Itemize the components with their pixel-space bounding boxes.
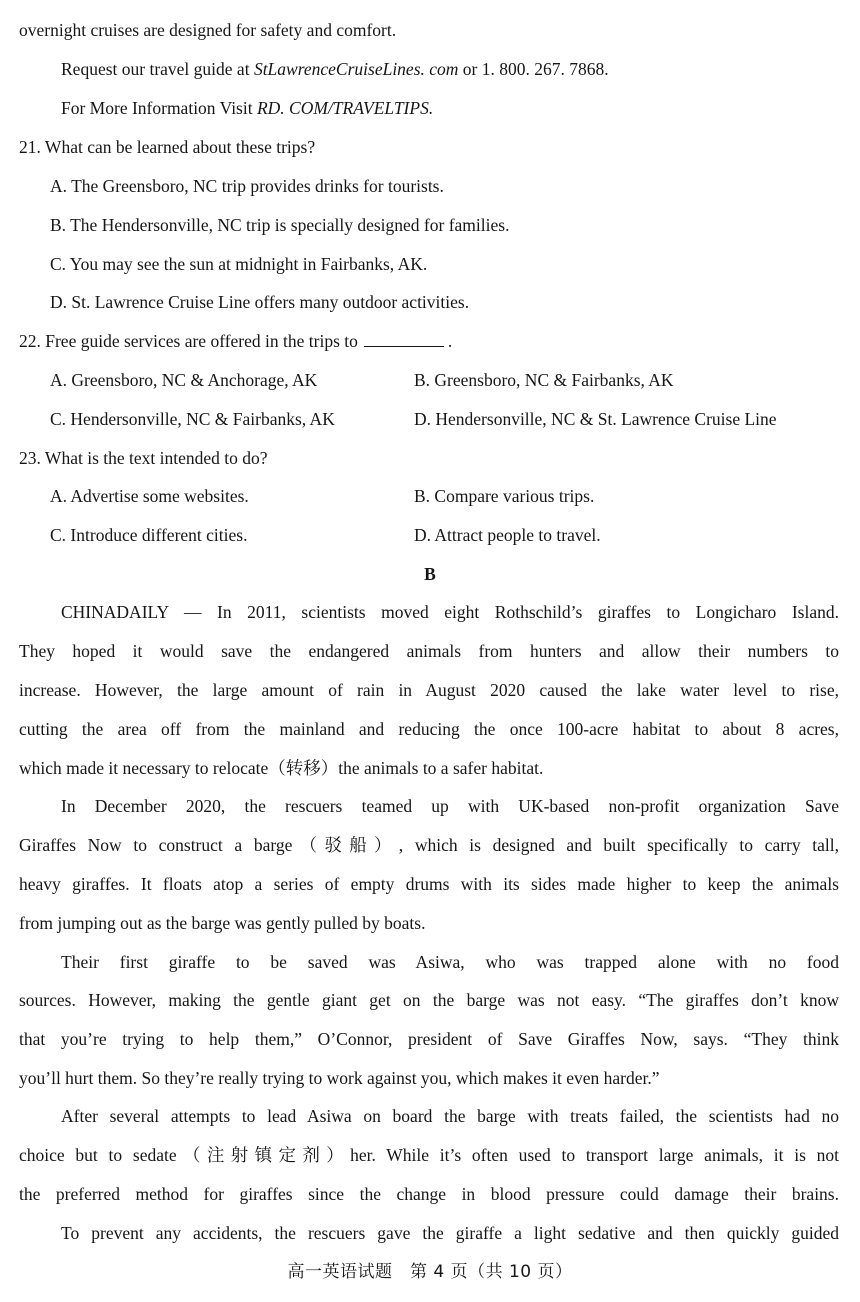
passage-b-line: choice but to sedate（注射镇定剂）her. While it’s often used to transport large animals, it is not (19, 1145, 839, 1165)
request-prefix: Request our travel guide at (61, 59, 254, 79)
passage-b-line: from jumping out as the barge was gently pulled by boats. (19, 913, 426, 933)
question-23-option-c: C. Introduce different cities. (50, 525, 248, 545)
question-22-option-a: A. Greensboro, NC & Anchorage, AK (50, 370, 318, 390)
passage-b-line: you’ll hurt them. So they’re really trying to work against you, which makes it even harder.” (19, 1068, 660, 1088)
passage-a-closing-line: overnight cruises are designed for safety and comfort. (19, 20, 397, 40)
question-22-stem (19, 329, 452, 353)
question-22-option-d: D. Hendersonville, NC & St. Lawrence Cruise Line (414, 409, 777, 429)
question-21-option-a: A. The Greensboro, NC trip provides drinks for tourists. (50, 176, 444, 196)
passage-b-line: Their first giraffe to be saved was Asiwa, who was trapped alone with no food (61, 952, 839, 972)
cruise-lines-website: StLawrenceCruiseLines. com (253, 59, 459, 79)
question-21-option-d: D. St. Lawrence Cruise Line offers many outdoor activities. (50, 292, 470, 312)
passage-b-line: increase. However, the large amount of rain in August 2020 caused the lake water level to rise, (19, 680, 839, 700)
page-footer: 高一英语试题 第 4 页（共 10 页） (287, 1262, 573, 1282)
passage-b-line: In December 2020, the rescuers teamed up with UK-based non-profit organization Save (61, 796, 839, 816)
rd-website: RD. COM/TRAVELTIPS. (256, 98, 434, 118)
question-23-stem: 23. What is the text intended to do? (19, 448, 268, 468)
answer-blank (364, 329, 444, 347)
question-23-option-d: D. Attract people to travel. (414, 525, 601, 545)
question-22-stem-text: 22. Free guide services are offered in the trips to (19, 331, 358, 351)
passage-b-line: Giraffes Now to construct a barge（驳船）, which is designed and built specifically to carry tall, (19, 835, 839, 855)
passage-b-line: the preferred method for giraffes since the change in blood pressure could damage their brains. (19, 1184, 839, 1204)
passage-b-line: cutting the area off from the mainland and reducing the once 100-acre habitat to about 8 acres, (19, 719, 839, 739)
request-phone: or 1. 800. 267. 7868. (458, 59, 609, 79)
question-21-stem: 21. What can be learned about these trips? (19, 137, 316, 157)
passage-b-line: heavy giraffes. It floats atop a series of empty drums with its sides made higher to keep the animals (19, 874, 839, 894)
passage-b-line: CHINADAILY — In 2011, scientists moved eight Rothschild’s giraffes to Longicharo Island. (61, 602, 839, 622)
question-22-option-b: B. Greensboro, NC & Fairbanks, AK (414, 370, 674, 390)
passage-b-line: which made it necessary to relocate（转移）the animals to a safer habitat. (19, 758, 544, 778)
question-23-option-a: A. Advertise some websites. (50, 486, 249, 506)
question-21-option-c: C. You may see the sun at midnight in Fairbanks, AK. (50, 254, 428, 274)
question-23-option-b: B. Compare various trips. (414, 486, 595, 506)
info-prefix: For More Information Visit (61, 98, 257, 118)
travel-guide-request-line (61, 57, 609, 81)
more-info-line (61, 96, 433, 120)
passage-b-line: To prevent any accidents, the rescuers gave the giraffe a light sedative and then quickly guided (61, 1223, 839, 1243)
passage-b-line: They hoped it would save the endangered animals from hunters and allow their numbers to (19, 641, 839, 661)
passage-b-line: that you’re trying to help them,” O’Connor, president of Save Giraffes Now, says. “They think (19, 1029, 839, 1049)
question-22-option-c: C. Hendersonville, NC & Fairbanks, AK (50, 409, 335, 429)
passage-b-line: After several attempts to lead Asiwa on board the barge with treats failed, the scientists had no (61, 1106, 839, 1126)
passage-b-line: sources. However, making the gentle giant get on the barge was not easy. “The giraffes don’t know (19, 990, 839, 1010)
question-21-option-b: B. The Hendersonville, NC trip is specially designed for families. (50, 215, 510, 235)
question-22-stem-end: . (447, 331, 453, 351)
section-b-heading: B (424, 564, 436, 584)
